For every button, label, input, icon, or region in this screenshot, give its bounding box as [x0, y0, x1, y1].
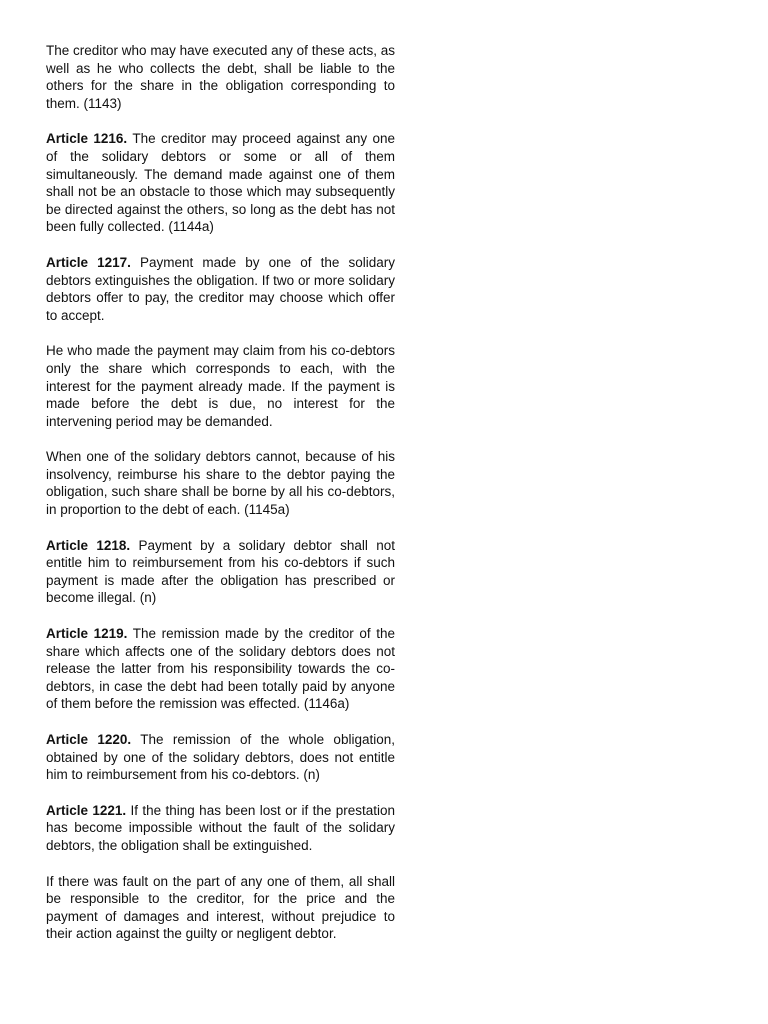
- article-1217: [46, 254, 395, 324]
- article-1220: [46, 731, 395, 784]
- paragraph-text: The creditor who may have executed any of these acts, as well as he who collects the debt, shall be liable to the others for the share in the obligation corresponding to them. (1143): [46, 43, 395, 111]
- paragraph-text: The remission made by the creditor of the share which affects one of the solidary debtors does not release the latter from his responsibility towards the co-debtors, in case the debt had been totally paid by anyone of them before the remission was effected. (1146a): [46, 626, 395, 712]
- paragraph-4: [46, 342, 395, 430]
- article-1218: [46, 537, 395, 607]
- paragraph-5: [46, 448, 395, 518]
- article-heading: Article 1217.: [46, 254, 131, 270]
- paragraph-text: Payment by a solidary debtor shall not entitle him to reimbursement from his co-debtors if such payment is made after the obligation has prescribed or become illegal. (n): [46, 537, 395, 606]
- paragraph-text: If there was fault on the part of any one of them, all shall be responsible to the creditor, for the price and the payment of damages and interest, without prejudice to their action against the guilty or negligent debtor.: [46, 873, 395, 942]
- article-heading: Article 1216.: [46, 131, 128, 147]
- paragraph-10: [46, 873, 395, 943]
- article-1219: [46, 625, 395, 713]
- document-page: [46, 42, 395, 961]
- article-heading: Article 1221.: [46, 802, 127, 818]
- paragraph-text: The remission of the whole obligation, obtained by one of the solidary debtors, does not entitle him to reimbursement from his co-debtors. (n): [46, 732, 395, 783]
- article-heading: Article 1219.: [46, 626, 128, 642]
- paragraph-text: When one of the solidary debtors cannot, because of his insolvency, reimburse his share to the debtor paying the obligation, such share shall be borne by all his co-debtors, in proportion to the debt of each. (1145a): [46, 449, 395, 518]
- article-heading: Article 1220.: [46, 732, 132, 747]
- article-1221: [46, 802, 395, 855]
- paragraph-1: [46, 42, 395, 112]
- paragraph-text: Payment made by one of the solidary debtors extinguishes the obligation. If two or more solidary debtors offer to pay, the creditor may choose which offer to accept.: [46, 254, 395, 323]
- article-1216: [46, 130, 395, 236]
- paragraph-text: He who made the payment may claim from his co-debtors only the share which corresponds to each, with the interest for the payment already made. If the payment is made before the debt is due, no interest for the intervening period may be demanded.: [46, 343, 395, 429]
- paragraph-text: The creditor may proceed against any one of the solidary debtors or some or all of them simultaneously. The demand made against one of them shall not be an obstacle to those which may subsequently be directed against the others, so long as the debt has not been fully collected. (1144a): [46, 131, 395, 235]
- article-heading: Article 1218.: [46, 537, 131, 553]
- paragraph-text: If the thing has been lost or if the prestation has become impossible without the fault of the solidary debtors, the obligation shall be extinguished.: [46, 802, 395, 853]
